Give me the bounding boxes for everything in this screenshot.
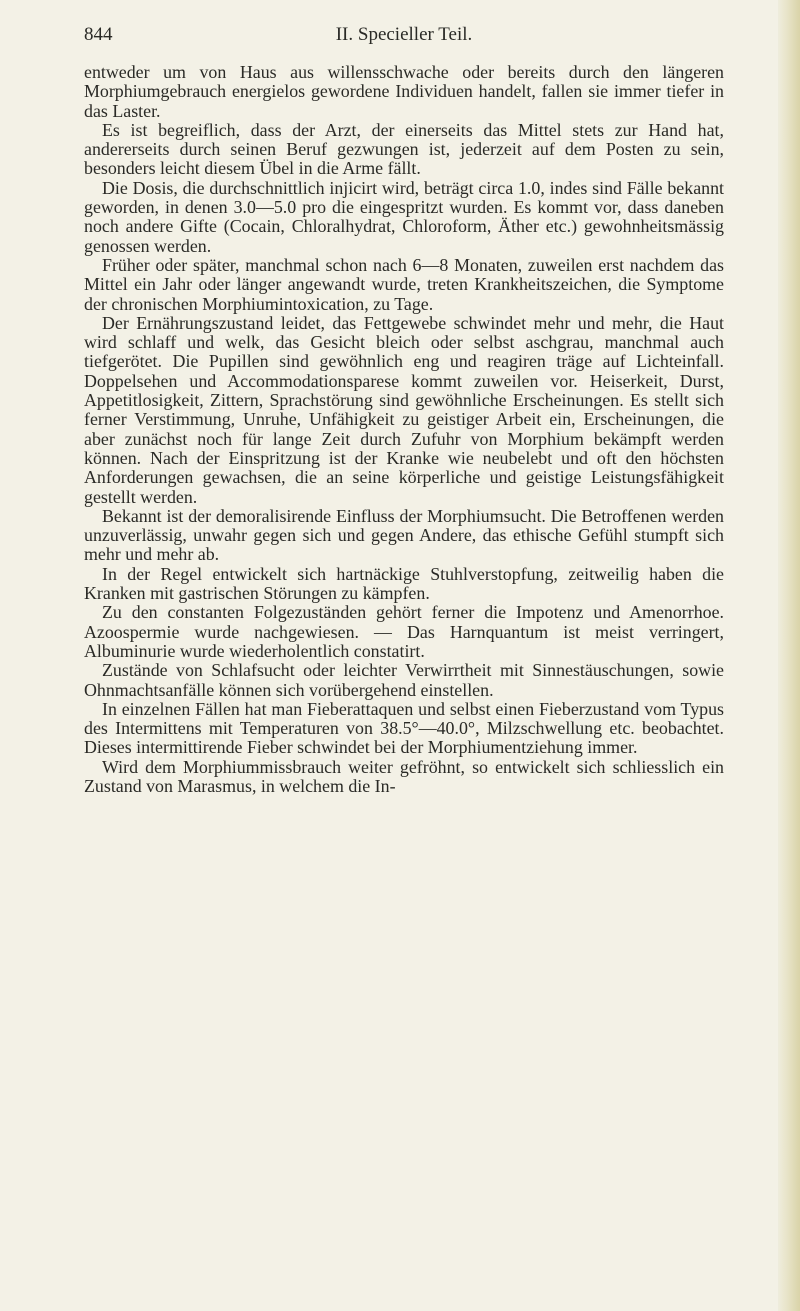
paragraph-5: Der Ernährungszustand leidet, das Fettgewebe schwindet mehr und mehr, die Haut wird schlaff und welk, das Gesicht bleich oder selbst aschgrau, manchmal auch tiefgerötet. Die Pupillen sind gewöhnlich eng und reagiren träge auf Lichteinfall. Doppelsehen und Accommodationsparese kommt zuweilen vor. Heiserkeit, Durst, Appetitlosigkeit, Zittern, Sprachstörung sind gewöhnliche Erscheinungen. Es stellt sich ferner Verstimmung, Unruhe, Unfähigkeit zu geistiger Arbeit ein, Erscheinungen, die aber zunächst noch für lange Zeit durch Zufuhr von Morphium bekämpft werden können. Nach der Einspritzung ist der Kranke wie neubelebt und oft den höchsten Anforderungen gewachsen, die an seine körperliche und geistige Leistungsfähigkeit gestellt werden. — [84, 312, 724, 507]
paragraph-6: Bekannt ist der demoralisirende Einfluss der Morphiumsucht. Die Betroffenen werden unzuverlässig, unwahr gegen sich und gegen Andere, das ethische Gefühl stumpft sich mehr und mehr ab. — [84, 505, 724, 565]
paragraph-2: Es ist begreiflich, dass der Arzt, der einerseits das Mittel stets zur Hand hat, andererseits durch seinen Beruf gezwungen ist, jederzeit auf dem Posten zu sein, besonders leicht diesem Übel in die Arme fällt. — [84, 119, 724, 179]
paragraph-1: entweder um von Haus aus willensschwache oder bereits durch den längeren Morphiumgebrauch energielos gewordene Individuen handelt, fallen sie immer tiefer in das Laster. — [84, 62, 724, 121]
running-head: II. Specieller Teil. — [335, 24, 473, 45]
paragraph-11: Wird dem Morphiummissbrauch weiter gefröhnt, so entwickelt sich schliesslich ein Zustand von Marasmus, in welchem die In- — [84, 756, 724, 796]
paragraph-3: Die Dosis, die durchschnittlich injicirt wird, beträgt circa 1.0, indes sind Fälle bekannt geworden, in denen 3.0—5.0 pro die eingespritzt wurden. Es kommt vor, dass daneben noch andere Gifte (Cocain, Chloralhydrat, Chloroform, Äther etc.) gewohnheitsmässig genossen werden. — [84, 177, 724, 256]
page-edge — [778, 0, 800, 1311]
paragraph-10: In einzelnen Fällen hat man Fieberattaquen und selbst einen Fieberzustand vom Typus des Intermittens mit Temperaturen von 38.5°—40.0°, Milzschwellung etc. beobachtet. Dieses intermittirende Fieber schwindet bei der Morphiumentziehung immer. — [84, 698, 724, 758]
page-header — [84, 24, 724, 54]
paragraph-8: Zu den constanten Folgezuständen gehört ferner die Impotenz und Amenorrhoe. Azoospermie wurde nachgewiesen. — Das Harnquantum ist meist verringert, Albuminurie wurde wiederholentlich constatirt. — [84, 602, 724, 661]
paragraph-9: Zustände von Schlafsucht oder leichter Verwirrtheit mit Sinnestäuschungen, sowie Ohnmachtsanfälle können sich vorübergehend einstellen. — [84, 660, 724, 700]
paragraph-7: In der Regel entwickelt sich hartnäckige Stuhlverstopfung, zeitweilig haben die Kranken mit gastrischen Störungen zu kämpfen. — [84, 563, 724, 604]
paragraph-4: Früher oder später, manchmal schon nach 6—8 Monaten, zuweilen erst nachdem das Mittel ein Jahr oder länger angewandt wurde, treten Krankheitszeichen, die Symptome der chronischen Morphiumintoxication, zu Tage. — [84, 254, 724, 314]
body-text — [84, 63, 724, 796]
page-number: 844 — [84, 24, 113, 45]
